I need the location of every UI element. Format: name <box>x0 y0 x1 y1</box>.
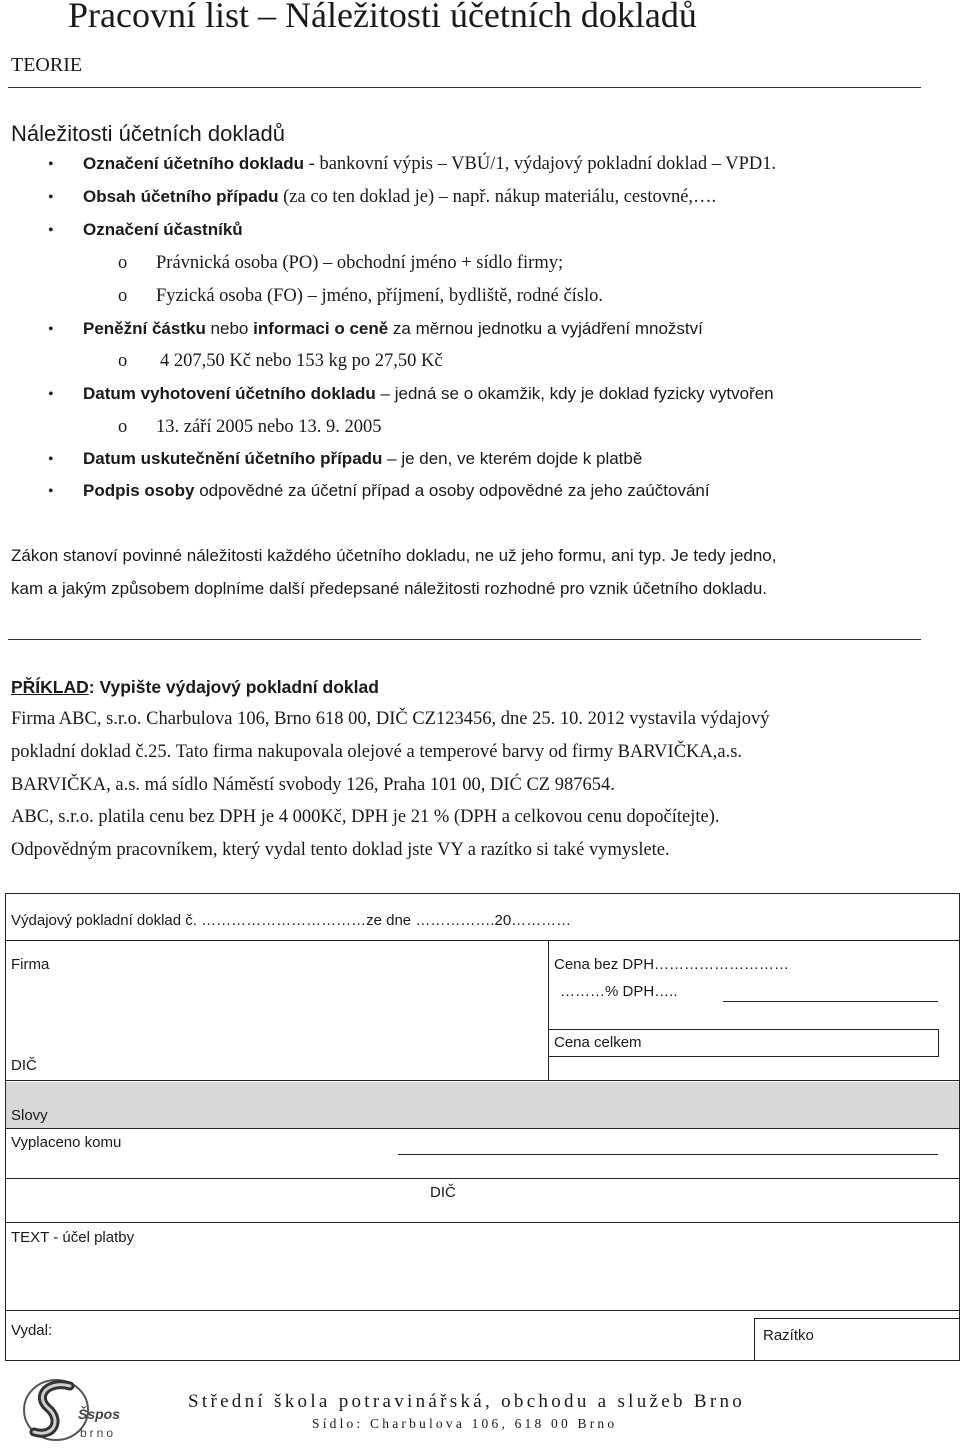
item-bold: informaci o ceně <box>253 319 389 338</box>
form-fill-line <box>398 1154 938 1155</box>
voucher-title: Výdajový pokladní doklad č. ……………………………ze dne …………….20………… <box>11 912 572 929</box>
school-logo <box>18 1372 138 1448</box>
bullet-icon: • <box>48 156 54 173</box>
theory-item <box>83 187 716 208</box>
theory-item <box>83 154 776 175</box>
form-border <box>5 1222 960 1223</box>
sub-bullet-icon: o <box>118 286 128 306</box>
item-text: – jedná se o okamžik, kdy je doklad fyzicky vytvořen <box>375 384 774 403</box>
theory-item <box>83 481 710 501</box>
logo-subtext: brno <box>80 1426 117 1440</box>
item-text: nebo <box>205 319 254 338</box>
theory-item <box>83 220 243 241</box>
sub-bullet-icon: o <box>118 253 128 273</box>
label-cena-celkem: Cena celkem <box>554 1034 642 1051</box>
bullet-icon: • <box>48 451 54 468</box>
label-dph: ………% DPH….. <box>560 983 678 1000</box>
label-vydal: Vydal: <box>11 1322 53 1339</box>
item-text: – je den, ve kterém dojde k platbě <box>382 449 643 468</box>
bullet-icon: • <box>48 483 54 500</box>
label-dic: DIČ <box>11 1057 37 1074</box>
theory-item <box>83 384 774 404</box>
item-bold: Obsah účetního případu <box>83 187 279 206</box>
form-border <box>754 1318 959 1319</box>
item-bold: Označení účetního dokladu <box>83 154 305 173</box>
sub-item-po: Právnická osoba (PO) – obchodní jméno + sídlo firmy; <box>156 253 564 273</box>
page-title: Pracovní list – Náležitosti účetních dokladů <box>68 0 697 35</box>
label-vyplaceno: Vyplaceno komu <box>11 1134 122 1151</box>
bullet-icon: • <box>48 386 54 403</box>
label-firma: Firma <box>11 956 50 973</box>
label-dic-recipient: DIČ <box>430 1184 456 1201</box>
form-border <box>5 893 6 1360</box>
theory-item <box>83 449 642 469</box>
sub-item-price: 4 207,50 Kč nebo 153 kg po 27,50 Kč <box>160 351 443 371</box>
logo-text: Šspos <box>78 1406 121 1422</box>
label-text-ucel: TEXT - účel platby <box>11 1229 135 1246</box>
sub-bullet-icon: o <box>118 351 128 371</box>
example-line: pokladní doklad č.25. Tato firma nakupovala olejové a temperové barvy od firmy BARVIČKA,a.s. <box>11 742 743 762</box>
item-text: odpovědné za účetní případ a osoby odpovědné za jeho zaúčtování <box>194 481 710 500</box>
item-text: (za co ten doklad je) – např. nákup materiálu, cestovné,…. <box>278 187 717 207</box>
form-border <box>5 1080 960 1081</box>
form-border <box>548 1029 938 1030</box>
item-bold: Datum uskutečnění účetního případu <box>83 449 383 468</box>
example-heading-text: : Vypište výdajový pokladní doklad <box>88 677 379 697</box>
example-line: ABC, s.r.o. platila cenu bez DPH je 4 000Kč, DPH je 21 % (DPH a celkovou cenu dopočítejte). <box>11 807 720 827</box>
example-heading <box>11 677 379 698</box>
item-bold: Datum vyhotovení účetního dokladu <box>83 384 376 403</box>
divider <box>8 639 921 640</box>
form-border <box>5 1310 960 1311</box>
item-text: - bankovní výpis – VBÚ/1, výdajový pokladní doklad – VPD1. <box>304 154 777 174</box>
bullet-icon: • <box>48 222 54 239</box>
theory-item <box>83 319 703 339</box>
sub-item-fo: Fyzická osoba (FO) – jméno, příjmení, bydliště, rodné číslo. <box>156 286 604 306</box>
form-border <box>754 1318 755 1360</box>
form-border <box>548 940 549 1080</box>
form-fill-line <box>398 1128 938 1129</box>
item-bold: Označení účastníků <box>83 220 243 239</box>
example-line: BARVIČKA, a.s. má sídlo Náměstí svobody 126, Praha 101 00, DIĆ CZ 987654. <box>11 775 615 795</box>
label-cena-bez-dph: Cena bez DPH……………………… <box>554 956 790 973</box>
form-shaded-row <box>5 1082 960 1128</box>
school-address: Sídlo: Charbulova 106, 618 00 Brno <box>312 1416 618 1431</box>
form-border <box>5 1178 960 1179</box>
bullet-icon: • <box>48 189 54 206</box>
form-border <box>938 1029 939 1057</box>
form-fill-line <box>723 1001 938 1002</box>
school-name: Střední škola potravinářská, obchodu a služeb Brno <box>188 1391 746 1412</box>
law-text-line1: Zákon stanoví povinné náležitosti každého účetního dokladu, ne už jeho formu, ani typ. Je tedy jedno, <box>11 546 777 565</box>
sub-item-date: 13. září 2005 nebo 13. 9. 2005 <box>156 417 382 437</box>
label-slovy: Slovy <box>11 1107 48 1124</box>
example-line: Firma ABC, s.r.o. Charbulova 106, Brno 618 00, DIČ CZ123456, dne 25. 10. 2012 vystavila výdajový <box>11 709 770 729</box>
sub-bullet-icon: o <box>118 417 128 437</box>
law-text-line2: kam a jakým způsobem doplníme další předepsané náležitosti rozhodné pro vznik účetního dokladu. <box>11 579 767 598</box>
form-border <box>5 1360 960 1361</box>
item-bold: Podpis osoby <box>83 481 195 500</box>
example-line: Odpovědným pracovníkem, který vydal tento doklad jste VY a razítko si také vymyslete. <box>11 840 670 860</box>
example-label: PŘÍKLAD <box>11 677 89 697</box>
form-border <box>548 1056 938 1057</box>
form-border <box>5 940 960 941</box>
label-razitko: Razítko <box>763 1327 814 1344</box>
form-border <box>5 893 960 894</box>
item-text: za měrnou jednotku a vyjádření množství <box>388 319 703 338</box>
divider <box>8 87 921 88</box>
item-bold: Peněžní částku <box>83 319 206 338</box>
theory-heading: Náležitosti účetních dokladů <box>11 121 285 146</box>
section-label: TEORIE <box>11 54 83 76</box>
bullet-icon: • <box>48 321 54 338</box>
